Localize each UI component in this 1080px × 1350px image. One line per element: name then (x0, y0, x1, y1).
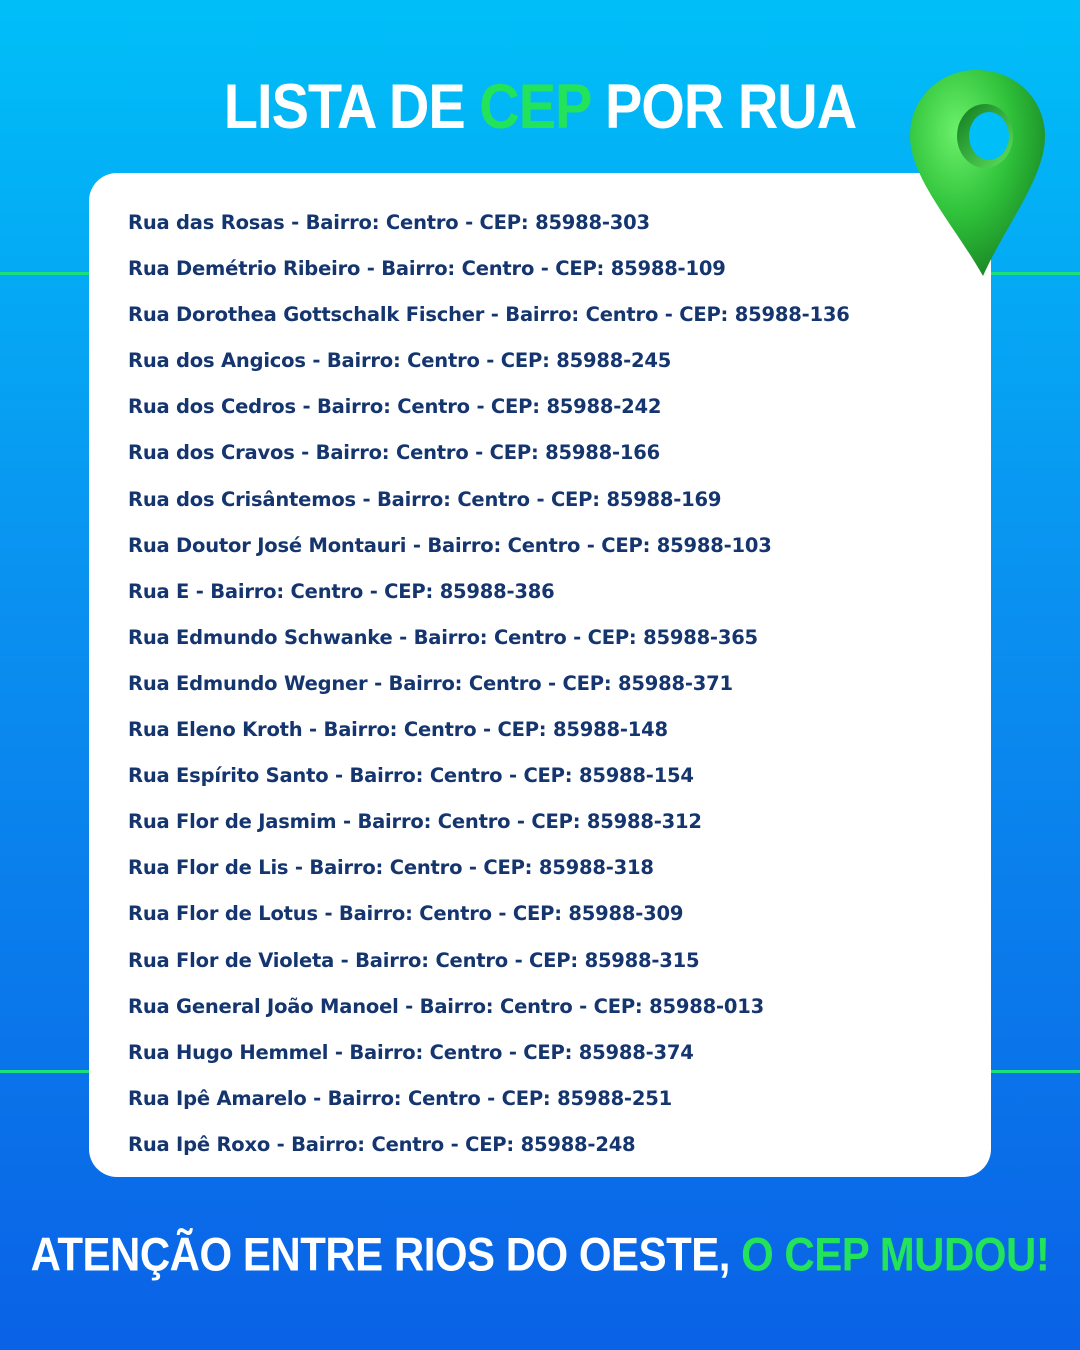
street-list-item: Rua Flor de Violeta - Bairro: Centro - CEP: 85988-315 (128, 948, 700, 972)
street-list-item: Rua Doutor José Montauri - Bairro: Centro - CEP: 85988-103 (128, 533, 772, 557)
street-list-item: Rua dos Crisântemos - Bairro: Centro - CEP: 85988-169 (128, 487, 722, 511)
street-list-item: Rua General João Manoel - Bairro: Centro - CEP: 85988-013 (128, 994, 764, 1018)
title-accent: CEP (479, 71, 591, 142)
street-list-item: Rua Flor de Lotus - Bairro: Centro - CEP: 85988-309 (128, 902, 684, 926)
street-list-item: Rua Edmundo Wegner - Bairro: Centro - CEP: 85988-371 (128, 671, 733, 695)
footer-message (0, 1228, 1080, 1282)
street-list-item: Rua das Rosas - Bairro: Centro - CEP: 85988-303 (128, 211, 650, 234)
street-list-item: Rua dos Cravos - Bairro: Centro - CEP: 85988-166 (128, 441, 660, 465)
street-list-item: Rua Ipê Amarelo - Bairro: Centro - CEP: 85988-251 (128, 1086, 672, 1110)
street-list-item: Rua Edmundo Schwanke - Bairro: Centro - CEP: 85988-365 (128, 625, 758, 649)
street-list-item: Rua dos Angicos - Bairro: Centro - CEP: 85988-245 (128, 349, 672, 373)
footer-main-text: ATENÇÃO ENTRE RIOS DO OESTE, (30, 1228, 742, 1281)
street-list-item: Rua dos Cedros - Bairro: Centro - CEP: 85988-242 (128, 395, 662, 419)
street-list (128, 213, 850, 1181)
street-list-item: Rua E - Bairro: Centro - CEP: 85988-386 (128, 579, 555, 603)
footer-accent-text: O CEP MUDOU! (741, 1228, 1050, 1281)
street-list-item: Rua Dorothea Gottschalk Fischer - Bairro: Centro - CEP: 85988-136 (128, 303, 850, 327)
title-part1: LISTA DE (223, 71, 480, 142)
street-list-item: Rua Flor de Jasmim - Bairro: Centro - CEP: 85988-312 (128, 810, 702, 834)
street-list-item: Rua Hugo Hemmel - Bairro: Centro - CEP: 85988-374 (128, 1040, 694, 1064)
title-part2: POR RUA (590, 71, 857, 142)
street-list-item: Rua Eleno Kroth - Bairro: Centro - CEP: 85988-148 (128, 718, 668, 742)
map-pin-icon (905, 66, 1050, 281)
street-list-card (89, 173, 991, 1177)
street-list-item: Rua Flor de Lis - Bairro: Centro - CEP: 85988-318 (128, 856, 654, 880)
street-list-item: Rua Espírito Santo - Bairro: Centro - CEP: 85988-154 (128, 764, 694, 788)
street-list-item: Rua Demétrio Ribeiro - Bairro: Centro - CEP: 85988-109 (128, 257, 726, 281)
street-list-item: Rua Ipê Roxo - Bairro: Centro - CEP: 85988-248 (128, 1132, 636, 1156)
